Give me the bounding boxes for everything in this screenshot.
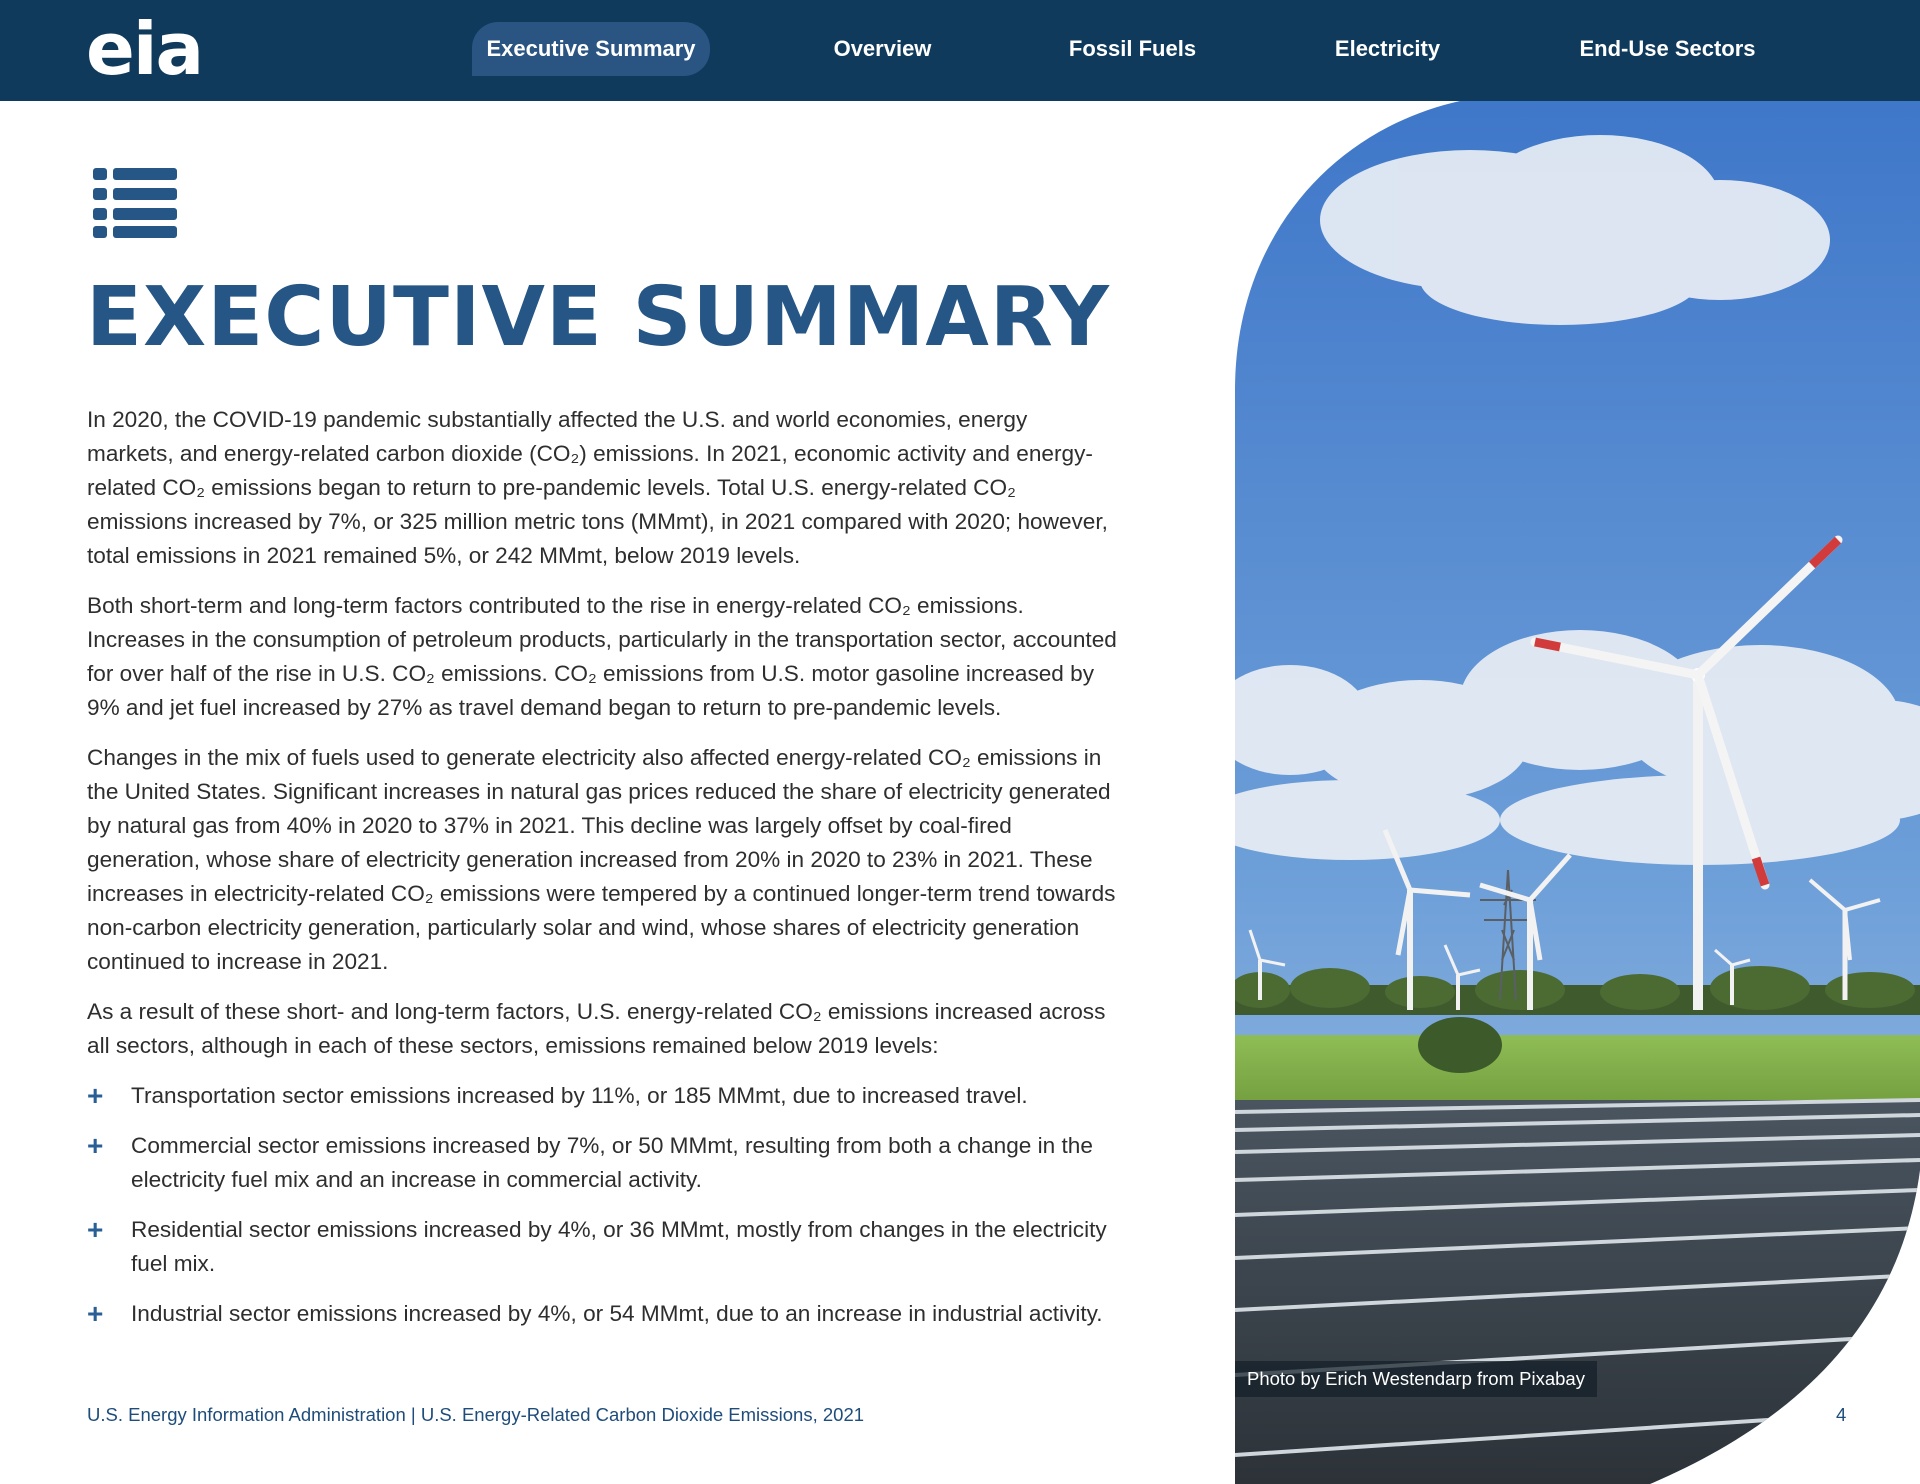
list-icon: [93, 168, 177, 240]
nav-tab-executive-summary[interactable]: Executive Summary: [472, 22, 710, 76]
photo-credit: Photo by Erich Westendarp from Pixabay: [1235, 1361, 1597, 1397]
bullet-text: Industrial sector emissions increased by 4%, or 54 MMmt, due to an increase in industrial activity.: [131, 1301, 1103, 1326]
body-content: [87, 403, 1117, 1347]
bullet-text: Residential sector emissions increased by 4%, or 36 MMmt, mostly from changes in the electricity fuel mix.: [131, 1217, 1107, 1276]
plus-icon: +: [87, 1080, 104, 1111]
eia-logo[interactable]: eia: [86, 7, 203, 91]
nav-tab-end-use-sectors[interactable]: End-Use Sectors: [1579, 36, 1756, 61]
plus-icon: +: [87, 1214, 104, 1245]
nav-tab-electricity[interactable]: Electricity: [1334, 36, 1441, 61]
list-item: [87, 1213, 1117, 1281]
plus-icon: +: [87, 1130, 104, 1161]
plus-icon: +: [87, 1298, 104, 1329]
paragraph: Both short-term and long-term factors contributed to the rise in energy-related CO₂ emissions. Increases in the consumption of petroleum products, particularly in the transportation sector, accounted for over half of the rise in U.S. CO₂ emissions. CO₂ emissions from U.S. motor gasoline increased by 9% and jet fuel increased by 27% as travel demand began to return to pre-pandemic levels.: [87, 593, 1117, 720]
page-number: 4: [1836, 1404, 1847, 1425]
nav-tab-overview[interactable]: Overview: [833, 36, 932, 61]
list-item: [87, 1297, 1117, 1331]
paragraph: Changes in the mix of fuels used to generate electricity also affected energy-related CO₂ emissions in the United States. Significant increases in natural gas prices reduced the share of electricity generated by natural gas from 40% in 2020 to 37% in 2021. This decline was largely offset by coal-fired generation, whose share of electricity generation increased from 20% in 2020 to 23% in 2021. These increases in electricity-related CO₂ emissions were tempered by a continued longer-term trend towards non-carbon electricity generation, particularly solar and wind, whose shares of electricity generation continued to increase in 2021.: [87, 745, 1116, 974]
list-item: [87, 1079, 1117, 1113]
list-item: [87, 1129, 1117, 1197]
bullet-text: Transportation sector emissions increased by 11%, or 185 MMmt, due to increased travel.: [131, 1083, 1028, 1108]
page-title: EXECUTIVE SUMMARY: [86, 270, 1110, 365]
sector-bullet-list: [87, 1079, 1117, 1331]
paragraph: As a result of these short- and long-term factors, U.S. energy-related CO₂ emissions increased across all sectors, although in each of these sectors, emissions remained below 2019 levels:: [87, 999, 1106, 1058]
top-nav-bar: [0, 0, 1920, 101]
nav-tab-fossil-fuels[interactable]: Fossil Fuels: [1068, 36, 1197, 61]
footer-source: U.S. Energy Information Administration | U.S. Energy-Related Carbon Dioxide Emissions, 2021: [87, 1404, 865, 1425]
paragraph: In 2020, the COVID-19 pandemic substantially affected the U.S. and world economies, energy markets, and energy-related carbon dioxide (CO₂) emissions. In 2021, economic activity and energy-related CO₂ emissions began to return to pre-pandemic levels. Total U.S. energy-related CO₂ emissions increased by 7%, or 325 million metric tons (MMmt), in 2021 compared with 2020; however, total emissions in 2021 remained 5%, or 242 MMmt, below 2019 levels.: [87, 407, 1108, 568]
bullet-text: Commercial sector emissions increased by 7%, or 50 MMmt, resulting from both a change in the electricity fuel mix and an increase in commercial activity.: [131, 1133, 1093, 1192]
